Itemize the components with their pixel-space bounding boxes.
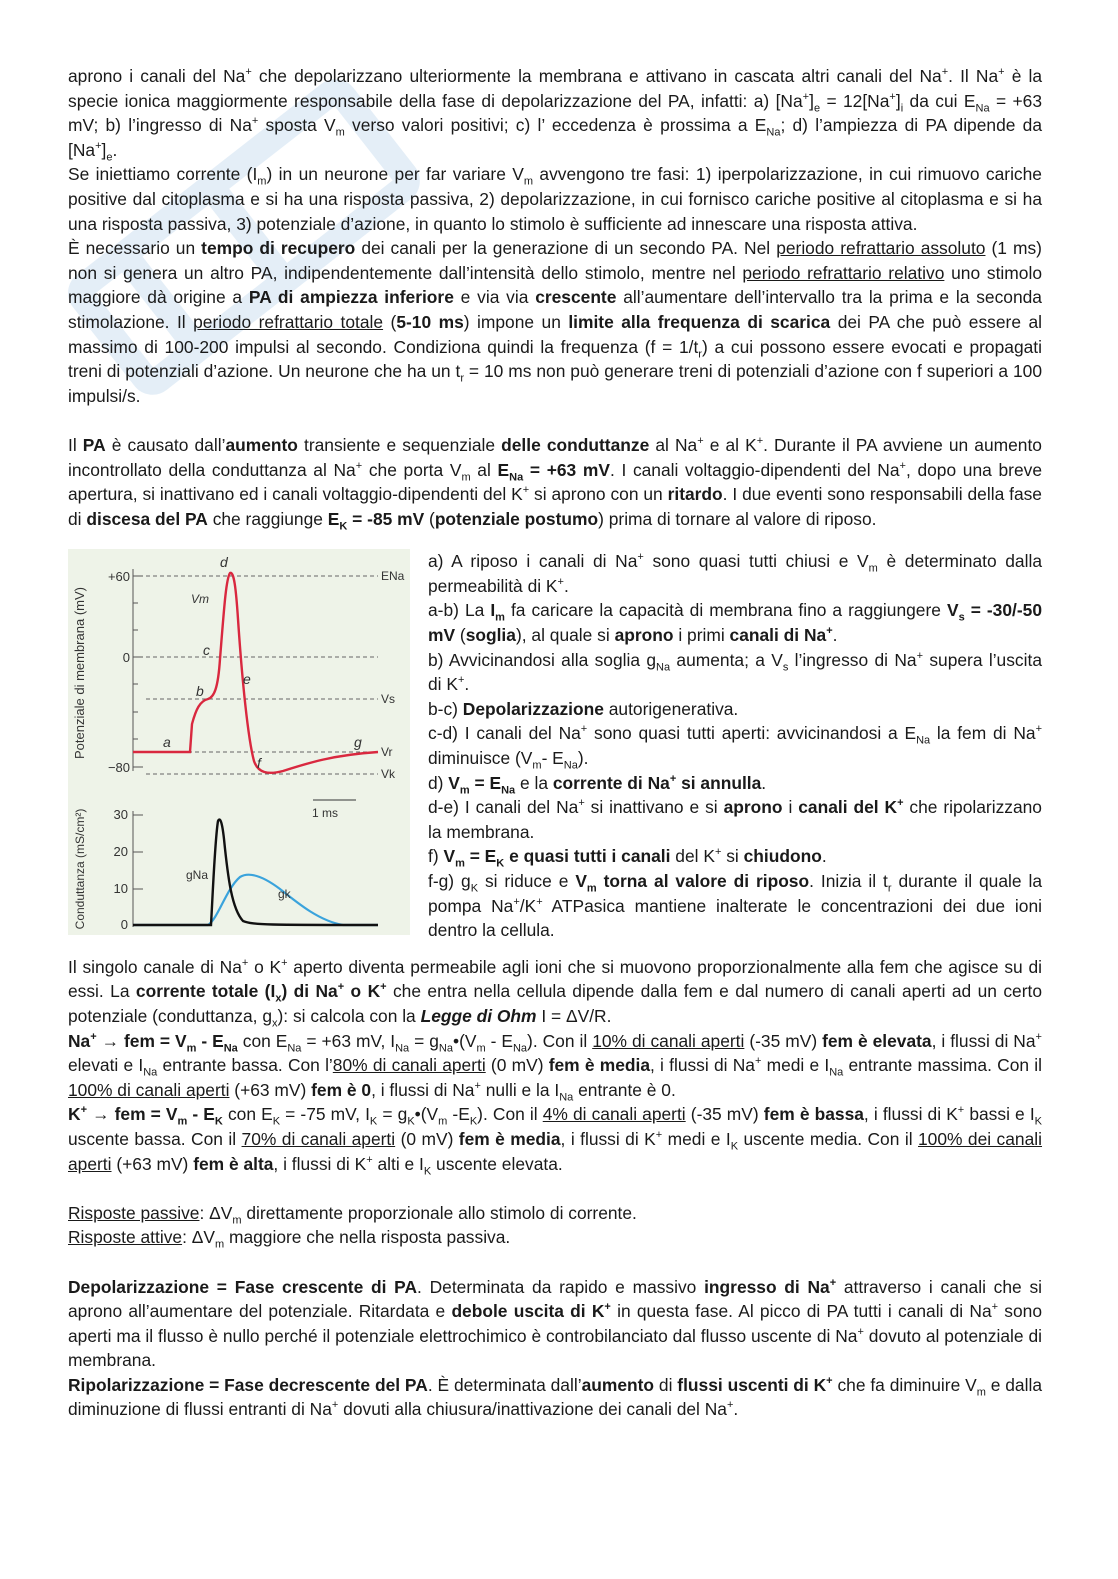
tick-10: 10 xyxy=(113,881,128,897)
label-d: d xyxy=(220,554,228,571)
phase-f: f) $V_m = E_K$ e quasi tutti i canali del K+ si chiudono. xyxy=(428,846,827,870)
label-vr: Vr xyxy=(381,745,393,760)
phase-b: b) Avvicinandosi alla soglia $g_{Na}$ aumenta; a $V_s$ l’ingresso di Na+ supera l’uscita di K+. xyxy=(428,649,1042,695)
tick-bottom-zero: 0 xyxy=(120,917,128,933)
phase-d-e: d-e) I canali del Na+ si inattivano e si aprono i canali del K+ che ripolarizzano la membrana. xyxy=(428,797,1042,842)
action-potential-figure xyxy=(68,549,410,935)
tick-plus60: +60 xyxy=(107,569,130,585)
paragraph-na-depolarization: aprono i canali del Na+ che depolarizzano ulteriormente la membrana e attivano in cascata altri canali del Na+. Il Na+ è la specie ionica maggiormente responsabile della fase di depolarizzazione del PA, infatti: a) $[Na^+]_e = 12[Na^+]_i$ da cui $E_{Na} = +63$ mV; b) l’ingresso di Na+ sposta $V_m$ verso valori positivi; c) l’ eccedenza è prossima a $E_{Na}$; d) l’ampiezza di PA dipende da $[Na^+]_e$. xyxy=(68,66,1043,164)
label-g: g xyxy=(354,734,362,751)
label-vs: Vs xyxy=(381,692,396,707)
paragraph-active-responses: Risposte attive: $\Delta V_m$ maggiore che nella risposta passiva. xyxy=(68,1227,511,1251)
paragraph-repolarization: Ripolarizzazione = Fase decrescente del PA. È determinata dall’aumento di flussi uscenti di K+ che fa diminuire $V_m$ e dalla diminuzione di flussi entranti di Na+ dovuti alla chiusura/inattivazione dei canali del Na+. xyxy=(68,1374,1043,1420)
paragraph-current-injection: Se iniettiamo corrente $(I_m)$ in un neurone per far variare $V_m$ avvengono tre fasi: 1) iperpolarizzazione, in cui rimuovo cariche positive dal citoplasma e si ha una risposta passiva, 2) depolarizzazione, in cui fornisco cariche positive al citoplasma e si ha una risposta passiva, 3) potenziale d’azione, in quanto lo stimolo è sufficiente ad innescare una risposta attiva. xyxy=(68,164,1042,234)
tick-zero: 0 xyxy=(122,650,130,666)
vm-axis-label: Potenziale di membrana (mV) xyxy=(72,587,87,760)
label-a: a xyxy=(163,734,171,751)
label-gk: gk xyxy=(278,887,291,902)
label-ena: ENa xyxy=(381,569,405,584)
label-vk: Vk xyxy=(381,767,396,782)
scale-label: 1 ms xyxy=(312,806,339,821)
tick-minus80: −80 xyxy=(107,760,130,776)
document-page xyxy=(68,64,1042,1422)
figure-explanation xyxy=(428,549,1042,943)
label-vm: Vm xyxy=(191,592,209,607)
paragraph-refractory-period: È necessario un tempo di recupero dei canali per la generazione di un secondo PA. Nel periodo refrattario assoluto (1 ms) non si genera un altro PA, indipendentemente dall’intensità dello stimolo, mentre nel periodo refrattario relativo uno stimolo maggiore dà origine a PA di ampiezza inferiore e via via crescente all’aumentare dell’intervallo tra la prima e la seconda stimolazione. Il periodo refrattario totale (5-10 ms) impone un limite alla frequenza di scarica dei PA che può essere al massimo di 100-200 impulsi al secondo. Condiziona quindi la frequenza $(f = 1/t_r)$ a cui possono essere evocati e propagati treni di potenziali d’azione. Un neurone che ha un $t_r = 10$ ms non può generare treni di potenziali d’azione con f superiori a 100 impulsi/s. xyxy=(68,238,1042,406)
label-c: c xyxy=(203,642,210,659)
label-f: f xyxy=(257,755,261,772)
label-gna: gNa xyxy=(186,868,209,883)
tick-20: 20 xyxy=(113,844,128,860)
phase-a: a) A riposo i canali di Na+ sono quasi tutti chiusi e $V_m$ è determinato dalla permeabilità di K+. xyxy=(428,551,1042,596)
paragraph-single-channel: Il singolo canale di Na+ o K+ aperto diventa permeabile agli ioni che si muovono proporzionalmente alla fem che agisce su di essi. La corrente totale $(I_x)$ di Na+ o K+ che entra nella cellula dipende dalla fem e dal numero di canali aperti ad un certo potenziale (conduttanza, $g_x$): si calcola con la Legge di Ohm I = ΔV/R. xyxy=(68,956,1042,1030)
phase-f-g: f-g) $g_K$ si riduce e $V_m$ torna al valore di riposo. Inizia il $t_r$ durante il quale la pompa Na+/K+ ATPasica mantiene inalterate le concentrazioni dei due ioni dentro la cellula. xyxy=(428,871,1042,941)
phase-a-b: a-b) La $I_m$ fa caricare la capacità di membrana fino a raggiungere $V_s = -30/-50$ mV (soglia), al quale si aprono i primi canali di Na+. xyxy=(428,600,1042,646)
label-e: e xyxy=(243,671,251,688)
paragraph-na-fem: Na+ → fem = $V_m - E_{Na}$ con $E_{Na} = +63$ mV, $I_{Na}$ = $g_{Na}•(V_m - E_{Na})$. Con il 10% di canali aperti (-35 mV) fem è elevata, i flussi di Na+ elevati e $I_{Na}$ entrante bassa. Con l’80% di canali aperti (0 mV) fem è media, i flussi di Na+ medi e $I_{Na}$ entrante massima. Con il 100% di canali aperti (+63 mV) fem è 0, i flussi di Na+ nulli e la $I_{Na}$ entrante è 0. xyxy=(68,1030,1042,1104)
phase-c-d: c-d) I canali del Na+ sono quasi tutti aperti: avvicinandosi a $E_{Na}$ la fem di Na+ diminuisce ($V_m-$ $E_{Na}$). xyxy=(428,723,1042,772)
paragraph-k-fem: K+ → fem = $V_m - E_K$ con $E_K = -75$ mV, $I_K$ = $g_K•(V_m$ $-E_K$). Con il 4% di canali aperti (-35 mV) fem è bassa, i flussi di K+ bassi e $I_K$ uscente bassa. Con il 70% di canali aperti (0 mV) fem è media, i flussi di K+ medi e $I_K$ uscente media. Con il 100% dei canali aperti (+63 mV) fem è alta, i flussi di K+ alti e $I_K$ uscente elevata. xyxy=(68,1104,1043,1177)
figure-row xyxy=(68,549,1042,943)
paragraph-passive-responses: Risposte passive: $\Delta V_m$ direttamente proporzionale allo stimolo di corrente. xyxy=(68,1202,637,1227)
conductance-axis-label: Conduttanza (mS/cm²) xyxy=(73,808,87,930)
paragraph-conductance: Il PA è causato dall’aumento transiente e sequenziale delle conduttanze al Na+ e al K+. Durante il PA avviene un aumento incontrollato della conduttanza al Na+ che porta $V_m$ al $E_{Na} = +63$ mV. I canali voltaggio-dipendenti del Na+, dopo una breve apertura, si inattivano ed i canali voltaggio-dipendenti del K+ si aprono con un ritardo. I due eventi sono responsabili della fase di discesa del PA che raggiunge $E_K = -85$ mV (potenziale postumo) prima di tornare al valore di riposo. xyxy=(68,434,1042,533)
phase-d: d) $V_m = E_{Na}$ e la corrente di Na+ si annulla. xyxy=(428,772,767,797)
gk-curve xyxy=(133,875,378,925)
paragraph-depolarization: Depolarizzazione = Fase crescente di PA. Determinata da rapido e massivo ingresso di Na+ attraverso i canali che si aprono all’aumentare del potenziale. Ritardata e debole uscita di K+ in questa fase. Al picco di PA tutti i canali di Na+ sono aperti ma il flusso è nullo perché il potenziale elettrochimico è controbilanciato dal flusso uscente di Na+ dovuto al potenziale di membrana. xyxy=(68,1276,1043,1371)
tick-30: 30 xyxy=(113,807,128,823)
gna-curve xyxy=(133,820,378,925)
phase-b-c: b-c) Depolarizzazione autorigenerativa. xyxy=(428,698,739,719)
label-b: b xyxy=(196,683,204,700)
